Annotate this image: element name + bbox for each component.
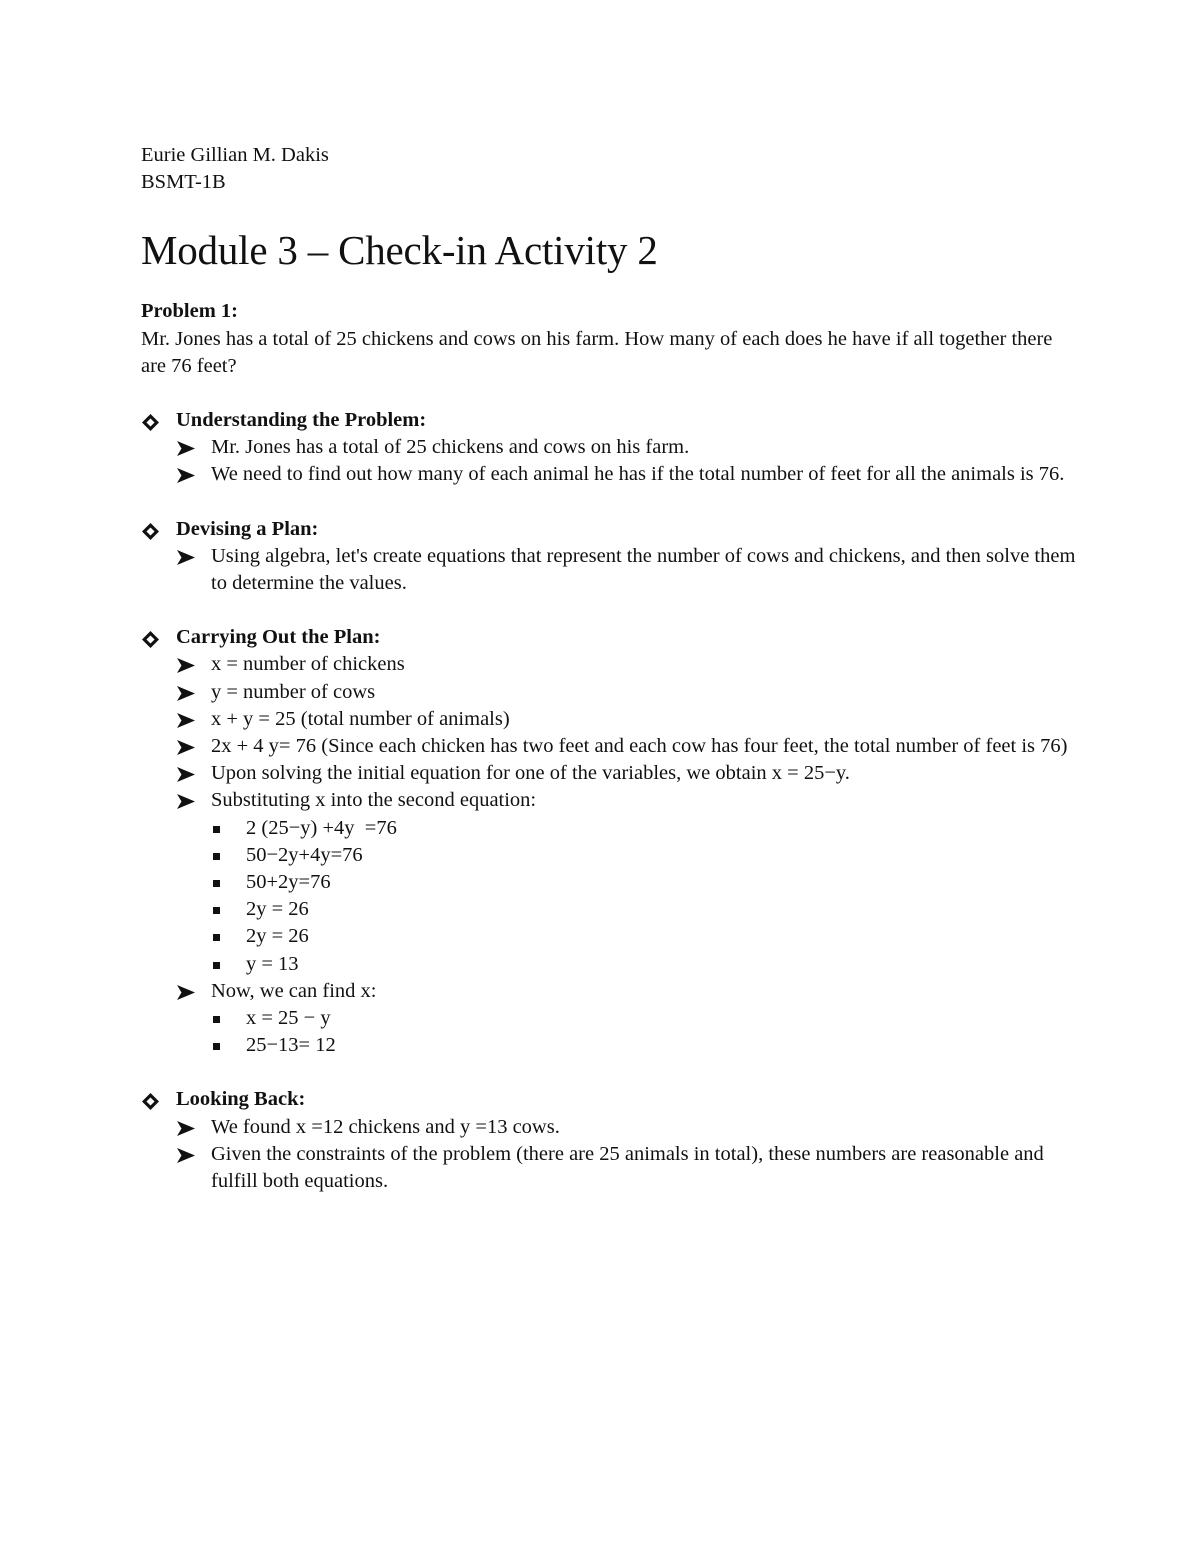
equation-step [141, 842, 1081, 869]
equation-step [141, 1005, 1081, 1032]
list-item-text: Now, we can find x: [211, 979, 377, 1002]
list-item-text: y = number of cows [211, 680, 376, 703]
equation-text: 50−2y+4y=76 [246, 843, 363, 866]
section-heading [141, 407, 1081, 434]
equation-text: 50+2y=76 [246, 871, 331, 894]
bullet-list [141, 434, 1081, 488]
section-heading [141, 1086, 1081, 1113]
list-item [141, 978, 1081, 1005]
section-understanding [141, 407, 1081, 489]
list-item-text: Substituting x into the second equation: [211, 789, 537, 812]
equation-text: 2y = 26 [246, 898, 309, 921]
arrow-bullet-icon [177, 468, 195, 483]
square-bullet-icon [213, 826, 220, 833]
section-heading-text: Understanding the Problem: [176, 409, 427, 432]
section-devising-plan [141, 516, 1081, 598]
list-item-text: Upon solving the initial equation for one of the variables, we obtain x = 25−y. [211, 762, 850, 785]
equation-text: 2y = 26 [246, 925, 309, 948]
list-item [141, 733, 1081, 760]
section-heading [141, 624, 1081, 651]
equation-text: x = 25 − y [246, 1007, 331, 1030]
list-item [141, 679, 1081, 706]
equation-step [141, 815, 1081, 842]
bullet-list [141, 651, 1081, 814]
section-heading-text: Devising a Plan: [176, 517, 319, 540]
list-item-text: Mr. Jones has a total of 25 chickens and cows on his farm. [211, 436, 690, 459]
square-bullet-icon [213, 1043, 220, 1050]
list-item-text: x = number of chickens [211, 653, 405, 676]
arrow-bullet-icon [177, 550, 195, 565]
bullet-list [141, 978, 1081, 1005]
list-item-text: We found x =12 chickens and y =13 cows. [211, 1115, 560, 1138]
section-heading-text: Looking Back: [176, 1088, 306, 1111]
page-title: Module 3 – Check-in Activity 2 [141, 227, 658, 274]
list-item-text: x + y = 25 (total number of animals) [211, 707, 510, 730]
list-item-text: We need to find out how many of each animal he has if the total number of feet for all the animals is 76. [211, 463, 1065, 486]
diamond-bullet-icon [142, 631, 159, 648]
list-item [141, 1114, 1081, 1141]
equation-step [141, 923, 1081, 950]
list-item [141, 434, 1081, 461]
arrow-bullet-icon [177, 985, 195, 1000]
arrow-bullet-icon [177, 767, 195, 782]
section-looking-back [141, 1086, 1081, 1195]
bullet-list [141, 543, 1081, 597]
equation-step [141, 896, 1081, 923]
list-item [141, 651, 1081, 678]
list-item [141, 1141, 1081, 1195]
list-item [141, 461, 1081, 488]
square-bullet-icon [213, 1016, 220, 1023]
equation-text: y = 13 [246, 952, 299, 975]
section-carrying-out-plan [141, 624, 1081, 1059]
list-item [141, 760, 1081, 787]
list-item [141, 706, 1081, 733]
section-heading [141, 516, 1081, 543]
arrow-bullet-icon [177, 740, 195, 755]
diamond-bullet-icon [142, 414, 159, 431]
arrow-bullet-icon [177, 713, 195, 728]
list-item [141, 543, 1081, 597]
list-item-text: 2x + 4 y= 76 (Since each chicken has two feet and each cow has four feet, the total number of feet is 76) [211, 735, 1068, 758]
equation-text: 25−13= 12 [246, 1034, 336, 1057]
bullet-list [141, 1114, 1081, 1196]
square-bullet-icon [213, 907, 220, 914]
problem-label: Problem 1: [141, 300, 238, 323]
equation-step [141, 1032, 1081, 1059]
list-item-text: Using algebra, let's create equations that represent the number of cows and chickens, and then solve them to determine the values. [211, 544, 1076, 595]
equation-step [141, 869, 1081, 896]
find-x-steps [141, 1005, 1081, 1059]
substitution-steps [141, 815, 1081, 978]
author-name: Eurie Gillian M. Dakis [141, 144, 329, 166]
square-bullet-icon [213, 880, 220, 887]
author-course: BSMT-1B [141, 171, 226, 194]
arrow-bullet-icon [177, 686, 195, 701]
list-item [141, 787, 1081, 814]
arrow-bullet-icon [177, 794, 195, 809]
equation-step [141, 951, 1081, 978]
square-bullet-icon [213, 853, 220, 860]
square-bullet-icon [213, 934, 220, 941]
section-heading-text: Carrying Out the Plan: [176, 626, 381, 649]
list-item-text: Given the constraints of the problem (there are 25 animals in total), these numbers are reasonable and fulfill both equations. [211, 1142, 1044, 1193]
document-page [141, 142, 1081, 1195]
arrow-bullet-icon [177, 1121, 195, 1136]
problem-text: Mr. Jones has a total of 25 chickens and cows on his farm. How many of each does he have if all together there are 76 feet? [141, 327, 1053, 377]
diamond-bullet-icon [142, 523, 159, 540]
arrow-bullet-icon [177, 658, 195, 673]
arrow-bullet-icon [177, 441, 195, 456]
square-bullet-icon [213, 962, 220, 969]
diamond-bullet-icon [142, 1093, 159, 1110]
equation-text: 2 (25−y) +4y =76 [246, 816, 397, 839]
arrow-bullet-icon [177, 1148, 195, 1163]
